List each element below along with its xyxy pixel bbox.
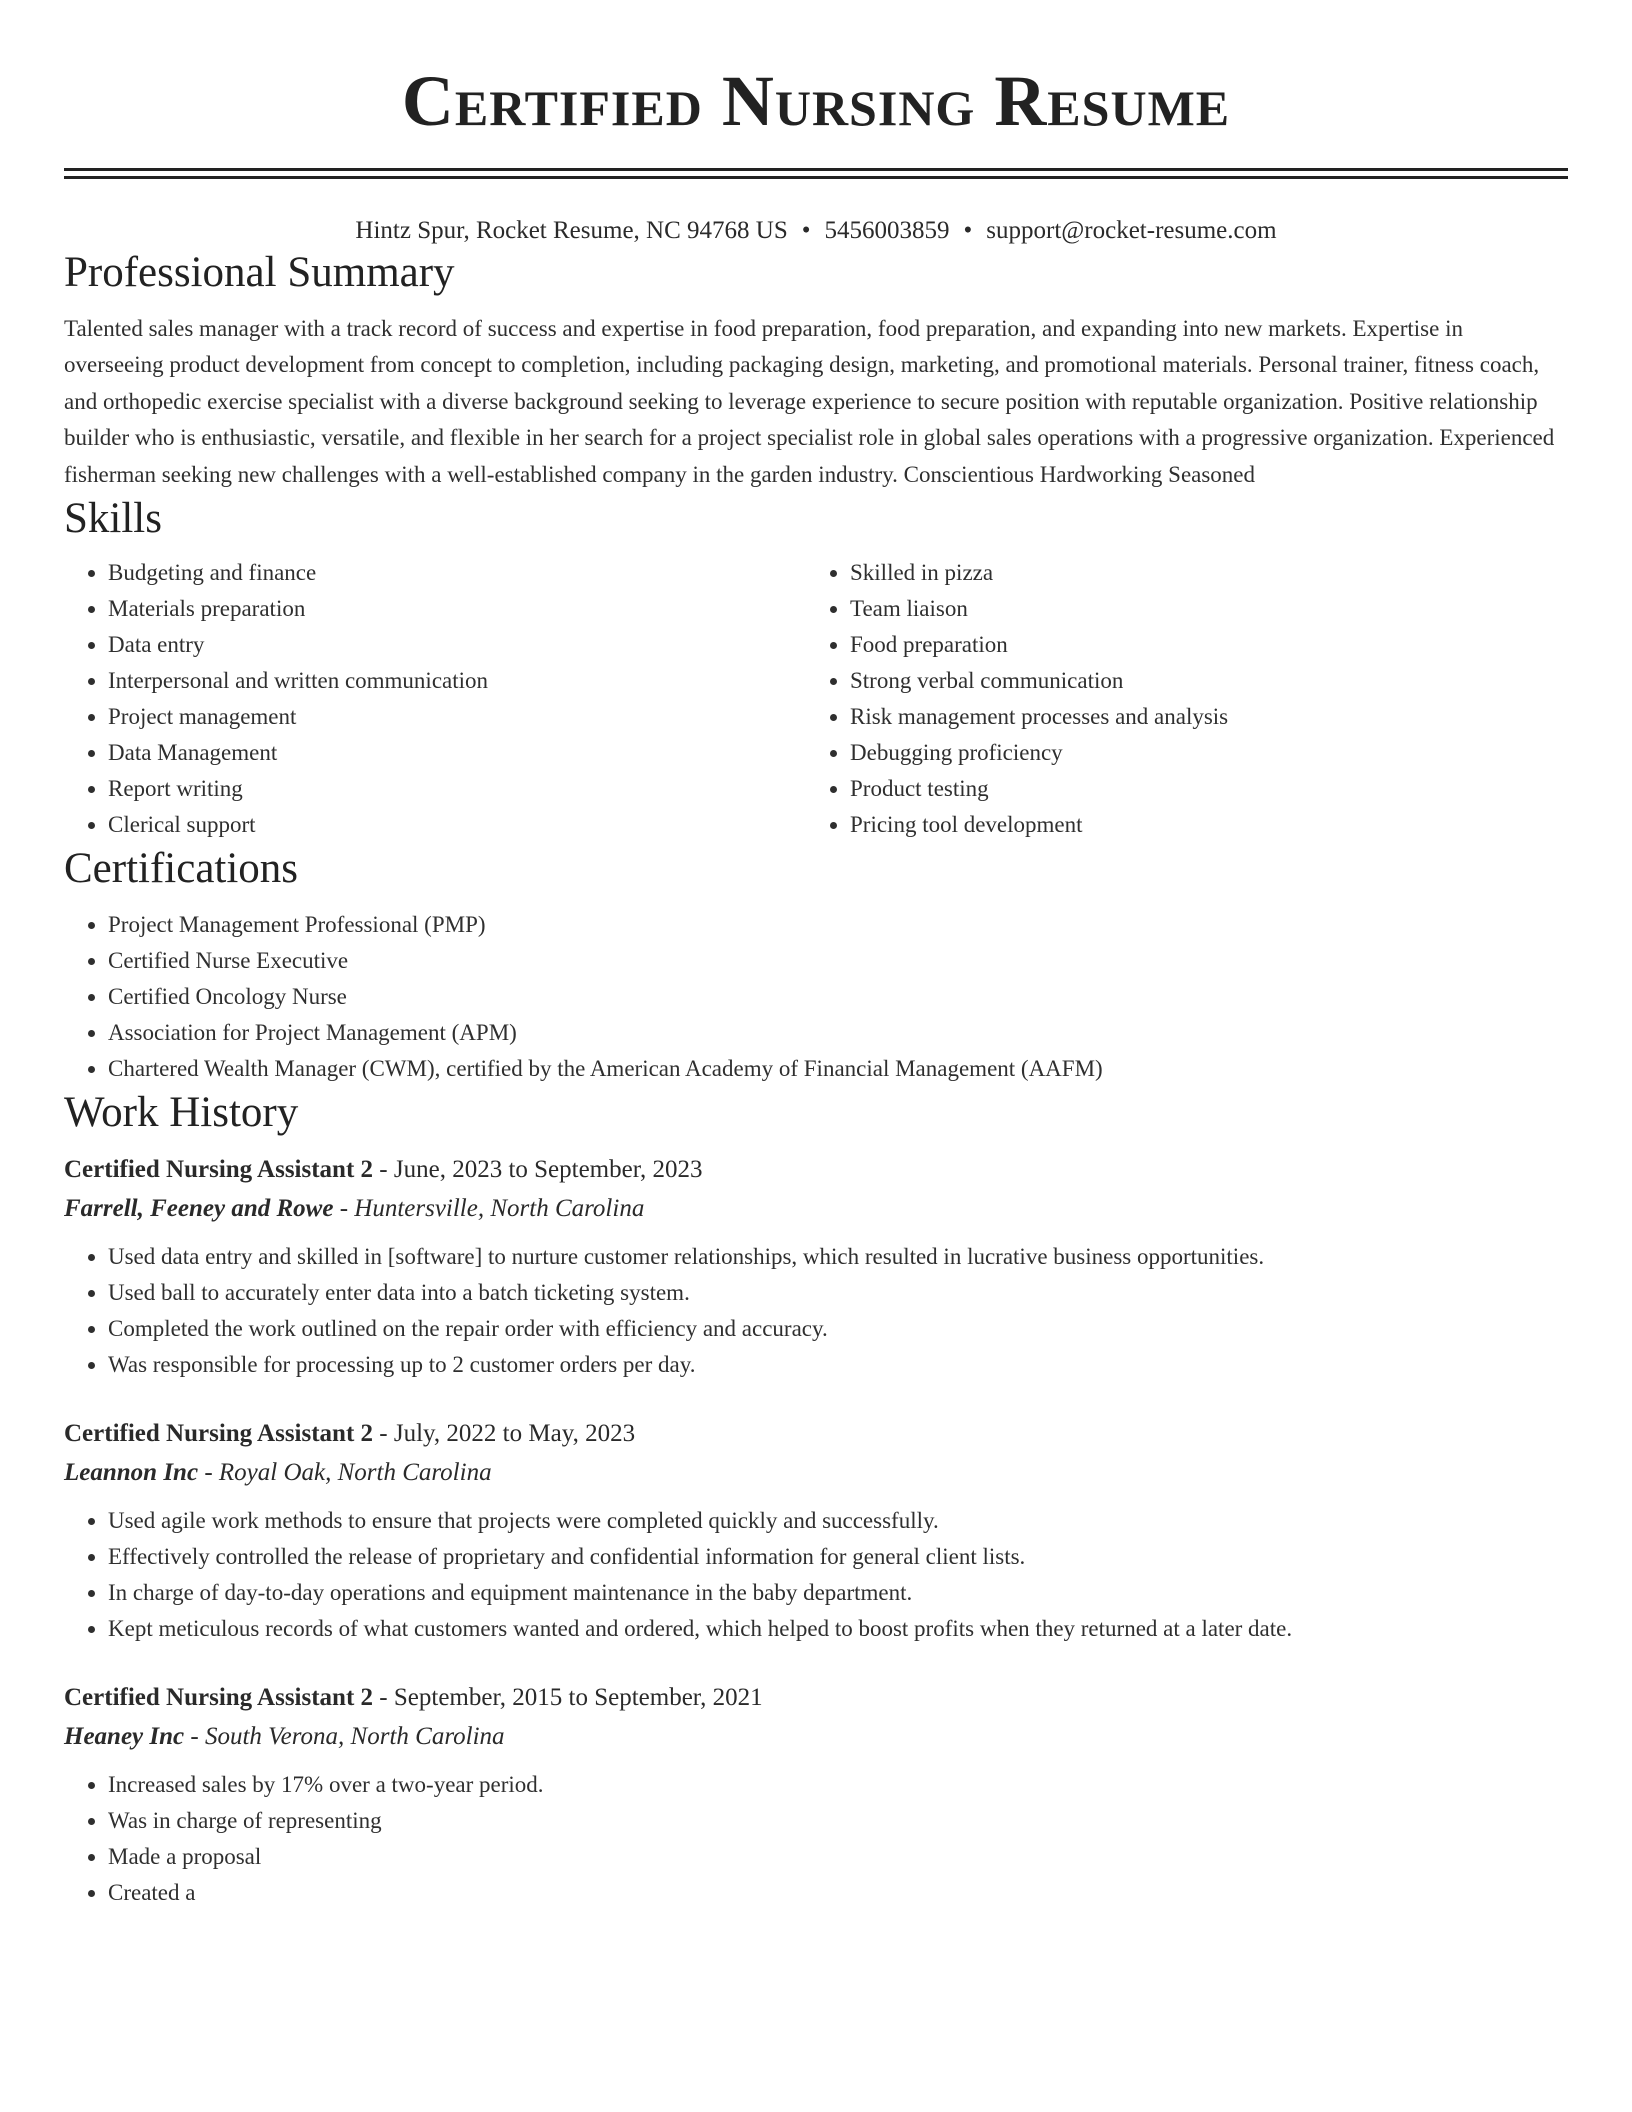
job-company-line <box>64 1189 1568 1229</box>
skill-item: • Pricing tool development <box>850 807 1548 843</box>
job-title-line <box>64 1679 1568 1717</box>
job-title: Certified Nursing Assistant 2 <box>64 1684 374 1712</box>
skills-grid <box>64 555 1568 843</box>
job-bullet: • Was responsible for processing up to 2 customer orders per day. <box>108 1347 1568 1383</box>
certification-item: • Certified Nurse Executive <box>108 943 1568 979</box>
skill-item: • Product testing <box>850 771 1548 807</box>
summary-heading: Professional Summary <box>64 249 455 296</box>
skill-item: • Report writing <box>108 771 806 807</box>
job-company: Leannon Inc <box>64 1459 199 1487</box>
certifications-list <box>64 907 1568 1087</box>
skills-list-right <box>806 555 1548 843</box>
certifications-heading: Certifications <box>64 845 299 893</box>
job-title-line <box>64 1151 1568 1189</box>
certification-item: • Chartered Wealth Manager (CWM), certified by the American Academy of Financial Management (AAFM) <box>108 1051 1568 1087</box>
job-company-line <box>64 1717 1568 1757</box>
skill-item: • Data entry <box>108 627 806 663</box>
work-history-heading: Work History <box>64 1089 299 1137</box>
skill-item: • Data Management <box>108 735 806 771</box>
job-company: Farrell, Feeney and Rowe <box>64 1195 334 1223</box>
skill-item: • Risk management processes and analysis <box>850 699 1548 735</box>
job-company: Heaney Inc <box>64 1723 185 1751</box>
skill-item: • Project management <box>108 699 806 735</box>
job-dates: - June, 2023 to September, 2023 <box>373 1156 703 1184</box>
job-title: Certified Nursing Assistant 2 <box>64 1156 374 1184</box>
skills-column-left <box>64 555 806 843</box>
summary-text: Talented sales manager with a track record of success and expertise in food preparation, food preparation, and expanding into new markets. Expertise in overseeing product development from concept to completion, including packaging design, marketing, and promotional materials. Personal trainer, fitness coach, and orthopedic exercise specialist with a diverse background seeking to leverage experience to secure position with reputable organization. Positive relationship builder who is enthusiastic, versatile, and flexible in her search for a project specialist role in global sales operations with a progressive organization. Experienced fisherman seeking new challenges with a well-established company in the garden industry. Conscientious Hardworking Seasoned <box>64 316 1555 487</box>
job-bullet: • Used data entry and skilled in [software] to nurture customer relationships, which resulted in lucrative business opportunities. <box>108 1239 1568 1275</box>
job-title: Certified Nursing Assistant 2 <box>64 1420 374 1448</box>
skill-item: • Budgeting and finance <box>108 555 806 591</box>
skill-item: • Clerical support <box>108 807 806 843</box>
job-bullet: • Increased sales by 17% over a two-year period. <box>108 1767 1568 1803</box>
job-entry <box>64 1679 1568 1911</box>
skill-item: • Interpersonal and written communication <box>108 663 806 699</box>
job-bullets <box>64 1767 1568 1911</box>
job-location: - Huntersville, North Carolina <box>333 1195 645 1223</box>
job-company-line <box>64 1453 1568 1493</box>
job-dates: - July, 2022 to May, 2023 <box>373 1420 636 1448</box>
certification-item: • Association for Project Management (APM) <box>108 1015 1568 1051</box>
contact-address: Hintz Spur, Rocket Resume, NC 94768 US <box>355 217 788 244</box>
skills-list-left <box>64 555 806 843</box>
job-bullet: • Used agile work methods to ensure that projects were completed quickly and successfully. <box>108 1503 1568 1539</box>
contact-separator: • <box>963 217 973 244</box>
title-divider <box>64 168 1568 179</box>
skill-item: • Food preparation <box>850 627 1548 663</box>
job-bullet: • Used ball to accurately enter data into a batch ticketing system. <box>108 1275 1568 1311</box>
job-bullets <box>64 1503 1568 1647</box>
skill-item: • Skilled in pizza <box>850 555 1548 591</box>
certification-item: • Certified Oncology Nurse <box>108 979 1568 1015</box>
job-bullet: • In charge of day-to-day operations and equipment maintenance in the baby department. <box>108 1575 1568 1611</box>
job-bullet: • Was in charge of representing <box>108 1803 1568 1839</box>
skill-item: • Strong verbal communication <box>850 663 1548 699</box>
skills-heading: Skills <box>64 495 162 543</box>
skill-item: • Materials preparation <box>108 591 806 627</box>
contact-line <box>64 215 1568 247</box>
job-bullet: • Effectively controlled the release of proprietary and confidential information for general client lists. <box>108 1539 1568 1575</box>
job-bullets <box>64 1239 1568 1383</box>
job-entry <box>64 1415 1568 1647</box>
job-entry <box>64 1151 1568 1383</box>
job-title-line <box>64 1415 1568 1453</box>
skill-item: • Team liaison <box>850 591 1548 627</box>
resume-title: Certified Nursing Resume <box>401 61 1231 141</box>
job-bullet: • Kept meticulous records of what customers wanted and ordered, which helped to boost profits when they returned at a later date. <box>108 1611 1568 1647</box>
job-bullet: • Completed the work outlined on the repair order with efficiency and accuracy. <box>108 1311 1568 1347</box>
certification-item: • Project Management Professional (PMP) <box>108 907 1568 943</box>
job-location: - Royal Oak, North Carolina <box>198 1459 492 1487</box>
job-location: - South Verona, North Carolina <box>184 1723 505 1751</box>
skills-column-right <box>806 555 1548 843</box>
contact-phone: 5456003859 <box>824 217 950 244</box>
contact-separator: • <box>801 217 811 244</box>
job-bullet: • Created a <box>108 1875 1568 1911</box>
skill-item: • Debugging proficiency <box>850 735 1548 771</box>
job-dates: - September, 2015 to September, 2021 <box>373 1684 763 1712</box>
job-bullet: • Made a proposal <box>108 1839 1568 1875</box>
contact-email: support@rocket-resume.com <box>986 217 1277 244</box>
